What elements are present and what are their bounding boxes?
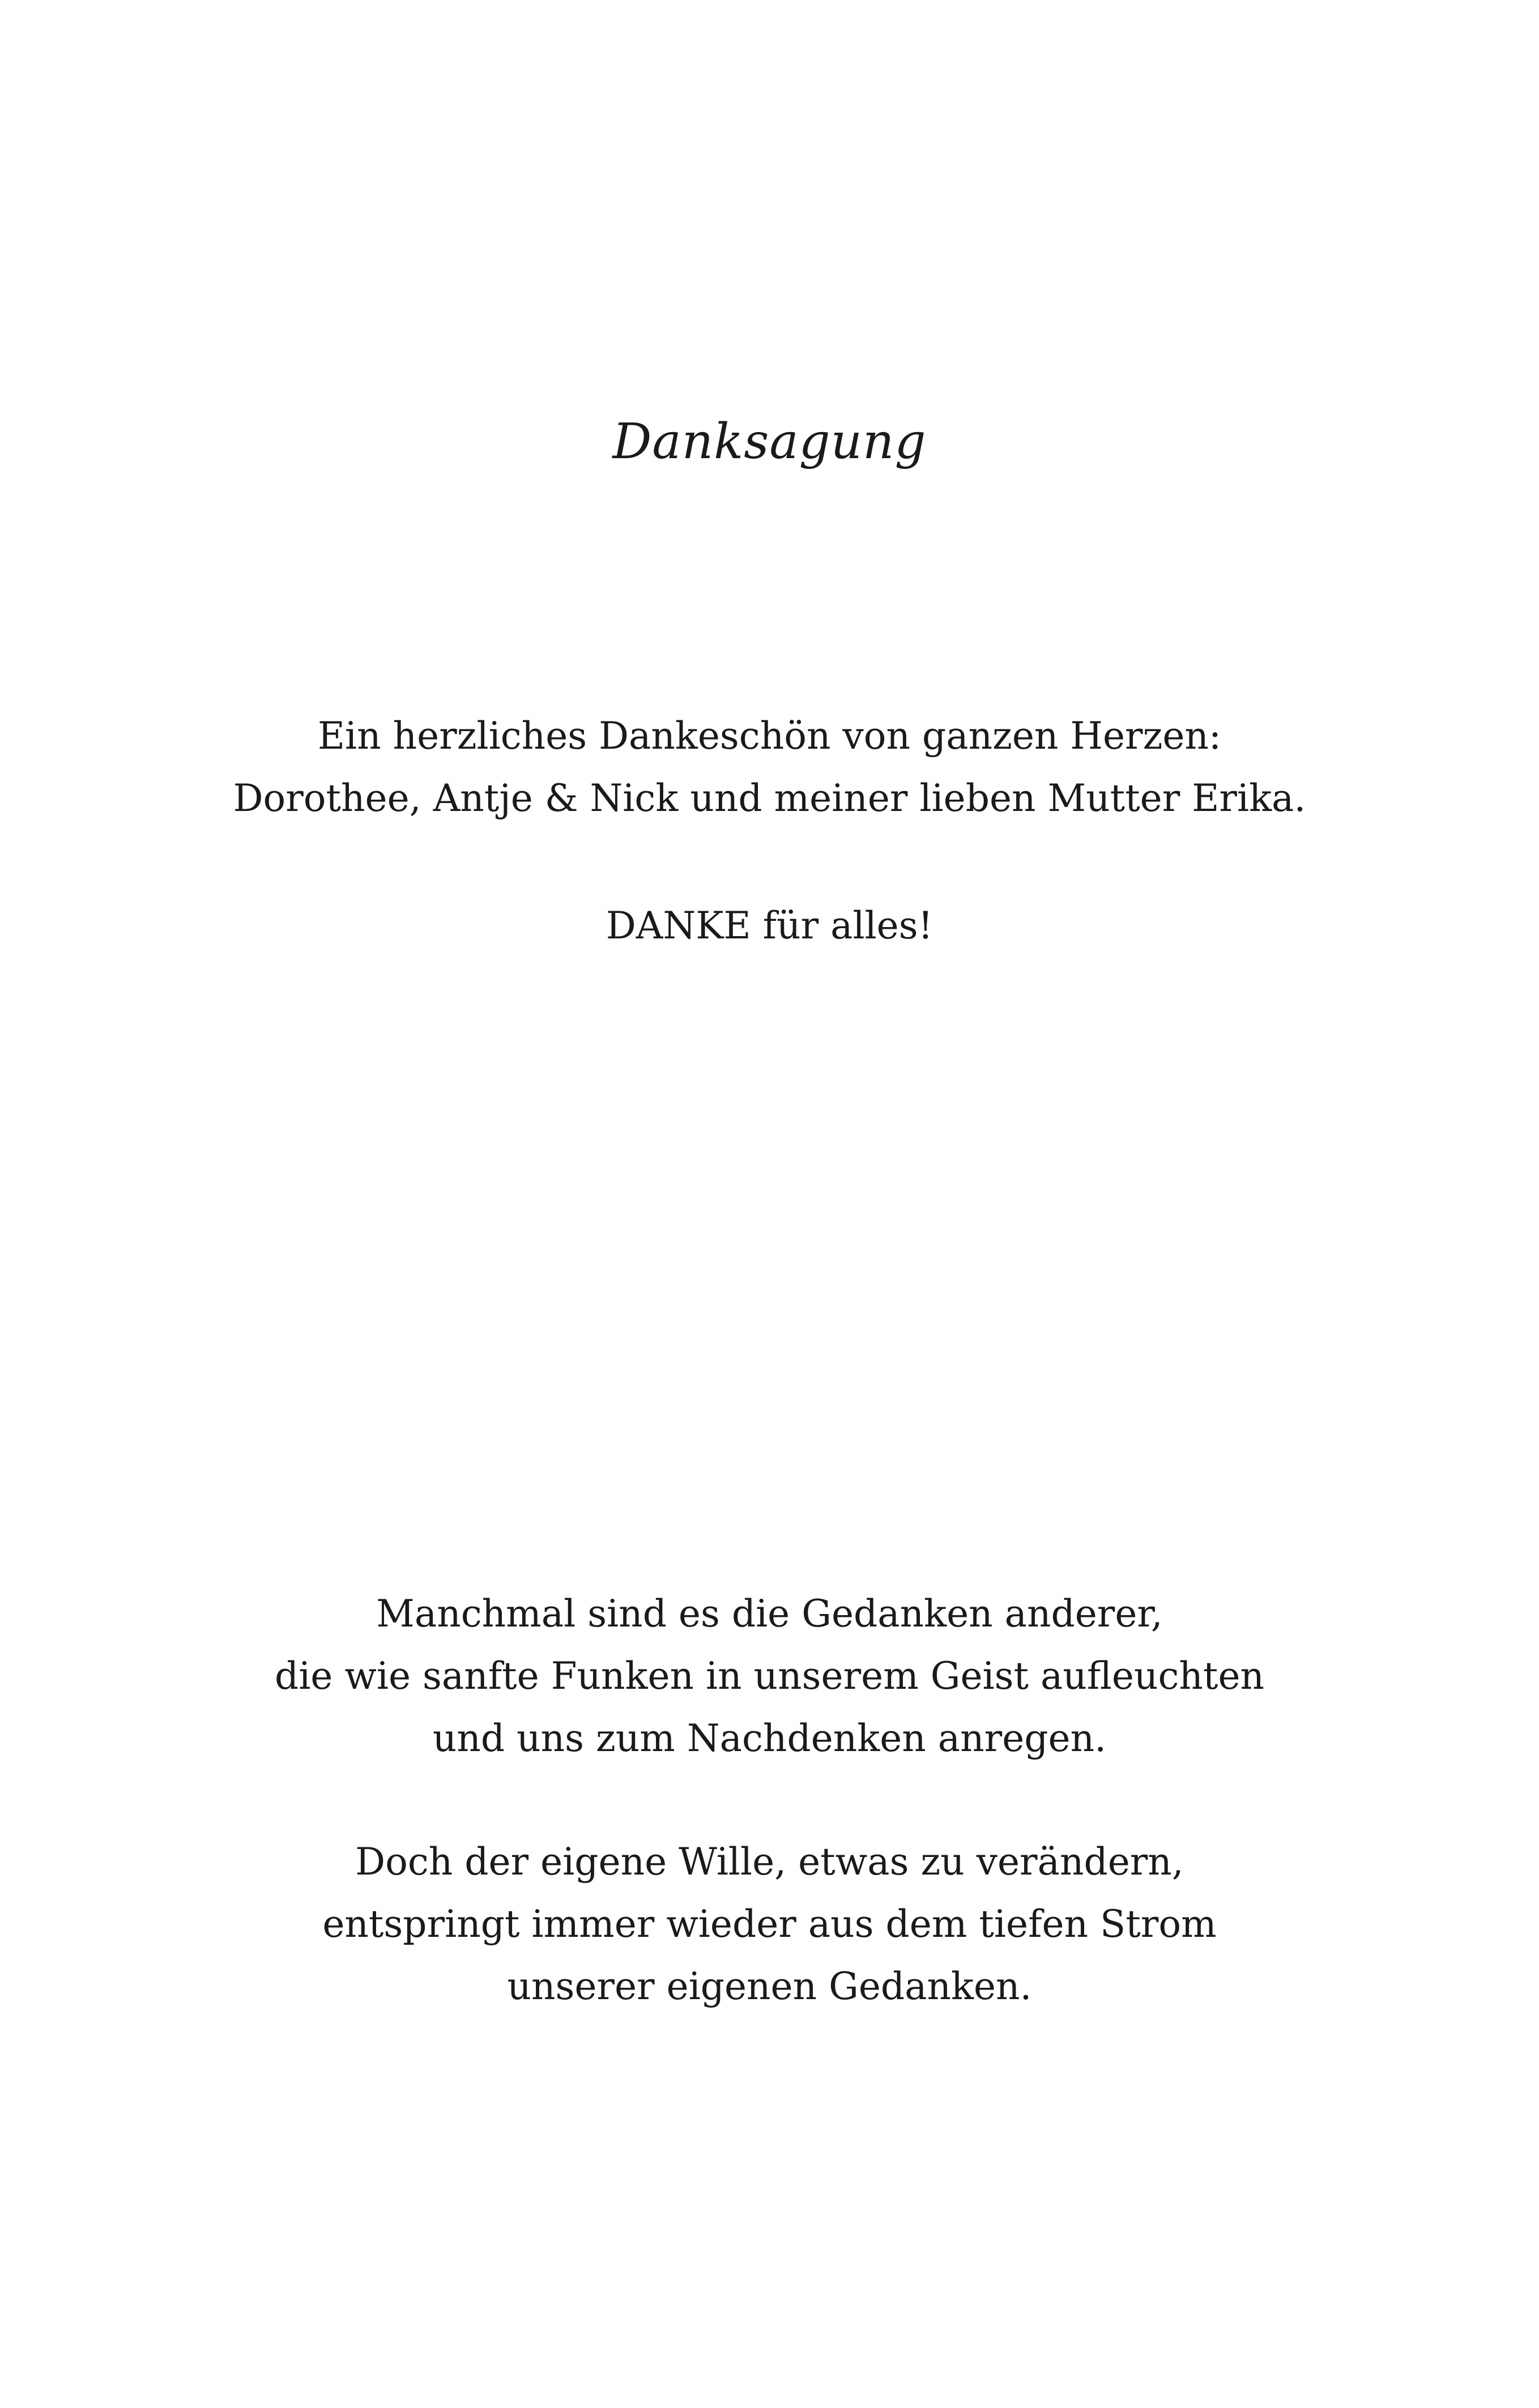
quote-line: entspringt immer wieder aus dem tiefen Strom bbox=[322, 1902, 1217, 1946]
thanks-text: DANKE für alles! bbox=[606, 904, 933, 947]
quote-stanza-1 bbox=[0, 1583, 1539, 1770]
quote-line: Doch der eigene Wille, etwas zu verändern, bbox=[355, 1840, 1184, 1884]
quote-line: die wie sanfte Funken in unserem Geist aufleuchten bbox=[274, 1654, 1265, 1698]
quote-stanza-2 bbox=[0, 1831, 1539, 2018]
quote-line: Manchmal sind es die Gedanken anderer, bbox=[376, 1592, 1163, 1636]
quote-line: unserer eigenen Gedanken. bbox=[507, 1965, 1032, 2008]
page-title: Danksagung bbox=[612, 413, 927, 470]
thanks-line bbox=[0, 895, 1539, 957]
acknowledgement-paragraph bbox=[0, 705, 1539, 830]
quote-line: und uns zum Nachdenken anregen. bbox=[432, 1717, 1107, 1760]
acknowledgement-line: Dorothee, Antje & Nick und meiner lieben Mutter Erika. bbox=[233, 776, 1306, 820]
acknowledgement-line: Ein herzliches Dankeschön von ganzen Herzen: bbox=[317, 714, 1222, 758]
